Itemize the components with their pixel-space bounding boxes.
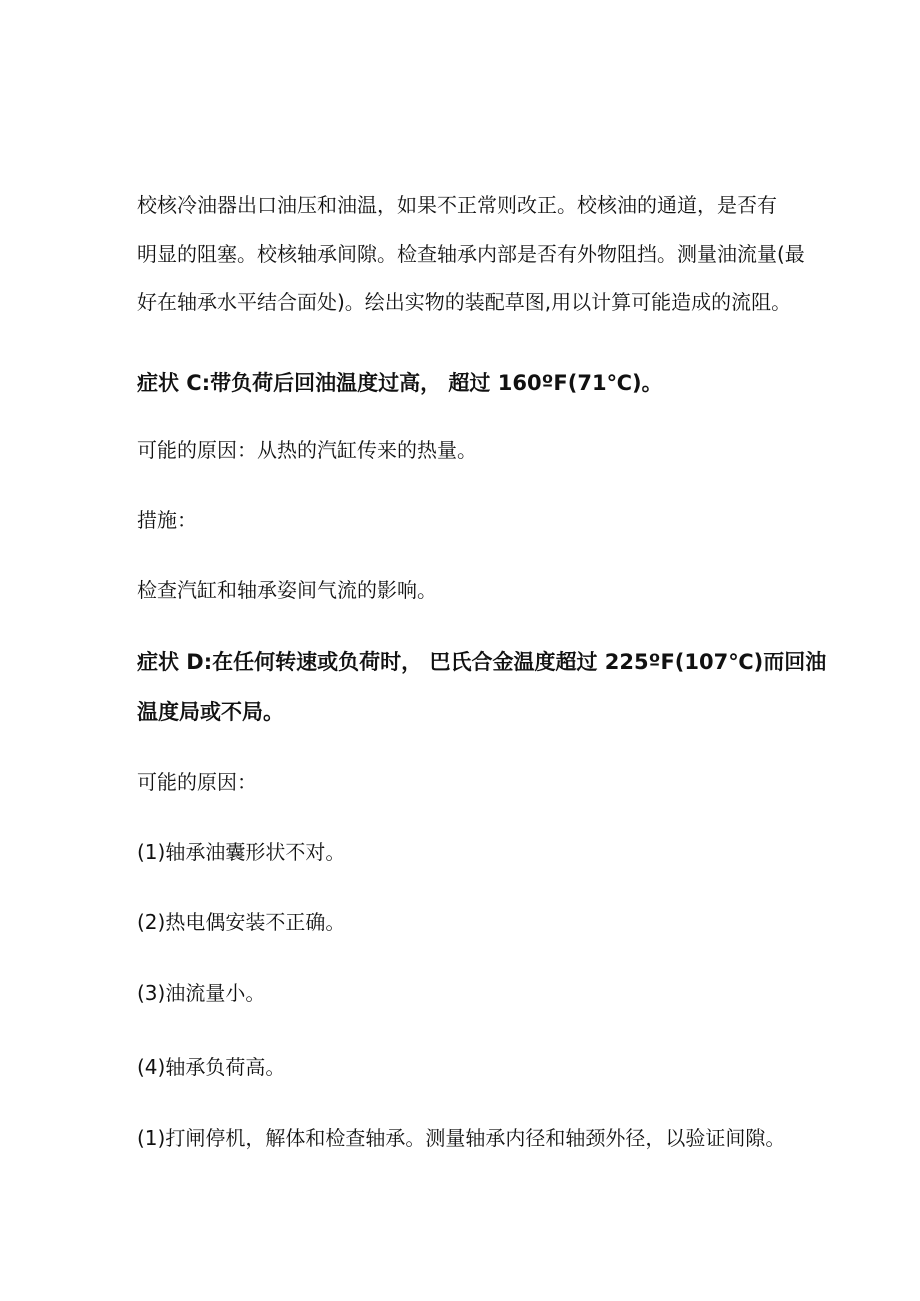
intro-paragraph-line: 明显的阻塞。校核轴承间隙。检查轴承内部是否有外物阻挡。测量油流量(最 xyxy=(137,242,805,266)
symptom-d-heading-line: 温度局或不局。 xyxy=(137,700,284,724)
symptom-d-cause-item: (1)轴承油囊形状不对。 xyxy=(137,840,346,864)
symptom-c-measure: 检查汽缸和轴承姿间气流的影响。 xyxy=(137,578,437,602)
symptom-d-heading-line: 症状 D:在任何转速或负荷时， 巴氏合金温度超过 225ºF(107℃)而回油 xyxy=(137,650,827,674)
intro-paragraph-line: 校核冷油器出口油压和油温，如果不正常则改正。校核油的通道，是否有 xyxy=(137,193,777,217)
symptom-d-cause-item: (2)热电偶安装不正确。 xyxy=(137,910,346,934)
symptom-d-cause-item: (3)油流量小。 xyxy=(137,981,266,1005)
intro-paragraph-line: 好在轴承水平结合面处)。绘出实物的装配草图,用以计算可能造成的流阻。 xyxy=(137,290,792,314)
symptom-d-cause-item: (4)轴承负荷高。 xyxy=(137,1055,286,1079)
symptom-d-causes-label: 可能的原因： xyxy=(137,770,257,794)
symptom-c-cause: 可能的原因：从热的汽缸传来的热量。 xyxy=(137,438,477,462)
symptom-c-measures-label: 措施： xyxy=(137,508,197,532)
symptom-d-measure-item: (1)打闸停机，解体和检查轴承。测量轴承内径和轴颈外径，以验证间隙。 xyxy=(137,1126,786,1150)
symptom-c-heading: 症状 C:带负荷后回油温度过高， 超过 160ºF(71℃)。 xyxy=(137,371,663,395)
